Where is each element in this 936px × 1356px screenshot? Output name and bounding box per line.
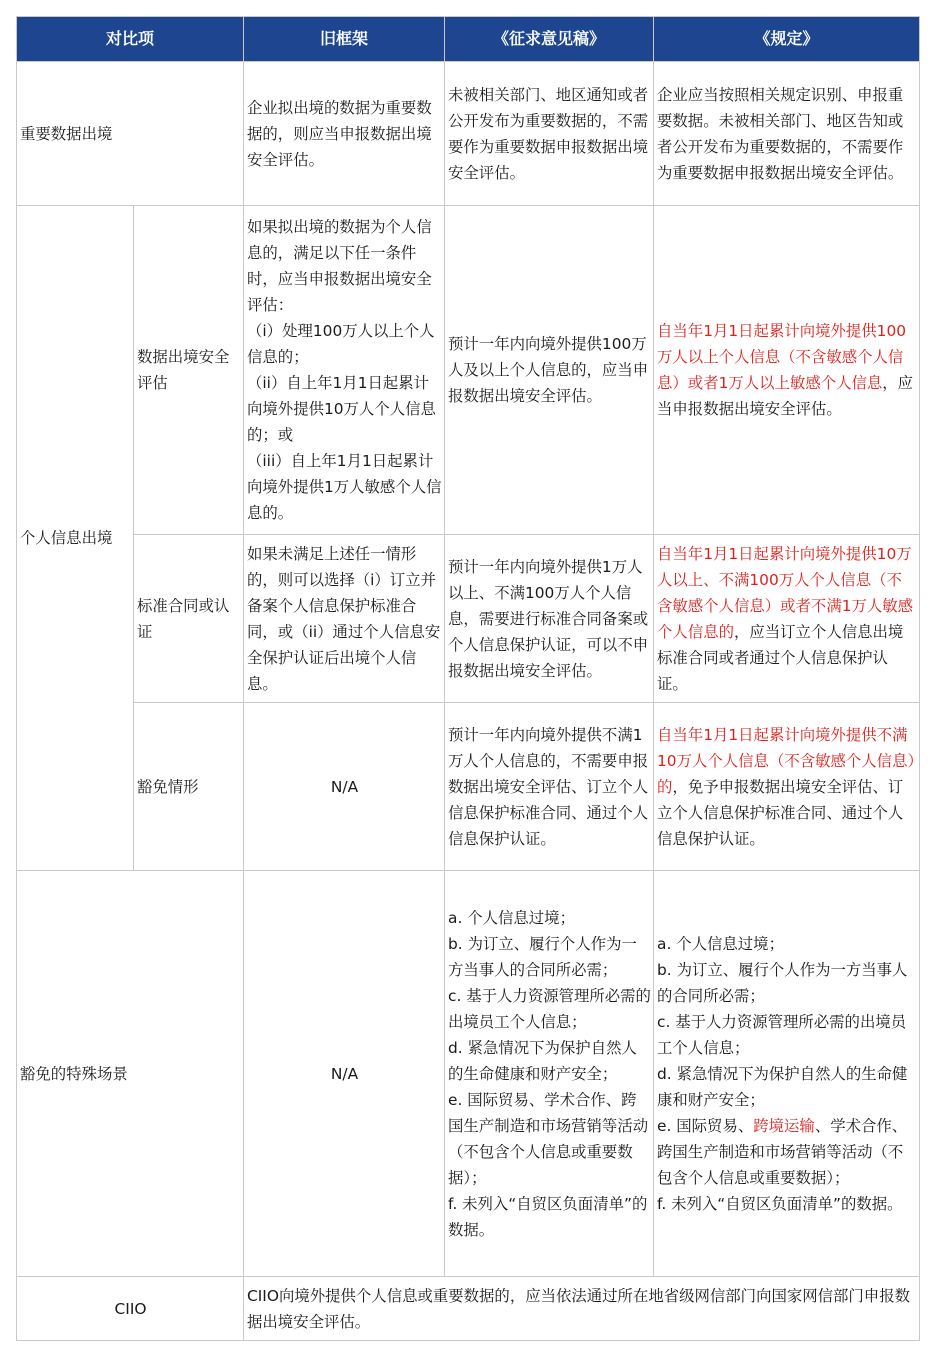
old-condition-iii: （iii）自上年1月1日起累计向境外提供1万人敏感个人信息的。 [247, 452, 442, 522]
draft-item-e: e. 国际贸易、学术合作、跨国生产制造和市场营销等活动（不包含个人信息或重要数据）； [448, 1090, 649, 1187]
rule-item-c: c. 基于人力资源管理所必需的出境员工个人信息； [657, 1012, 907, 1057]
comparison-table [16, 16, 920, 1341]
standard-contract-old: 如果未满足上述任一情形的，则可以选择（i）订立并备案个人信息保护标准合同，或（ii）通过个人信息安全保护认证后出境个人信息。 [244, 535, 445, 703]
security-assessment-old [244, 206, 445, 535]
highlight-text: 跨境运输 [753, 1116, 815, 1135]
exemption-rule [654, 703, 920, 871]
header-comparison-item: 对比项 [17, 17, 244, 62]
exemption-draft: 预计一年内向境外提供不满1万人个人信息的，不需要申报数据出境安全评估、订立个人信息保护标准合同、通过个人信息保护认证。 [445, 703, 654, 871]
old-condition-i: （i）处理100万人以上个人信息的； [247, 322, 435, 366]
special-scenarios-draft [445, 871, 654, 1277]
highlight-text: 自当年1月1日起累计向境外提供不满10万人个人信息（不含敏感个人信息）的 [657, 725, 916, 796]
ciio-label: CIIO [17, 1277, 244, 1341]
rule-item-e [657, 1113, 917, 1191]
important-data-old: 企业拟出境的数据为重要数据的，则应当申报数据出境安全评估。 [244, 62, 445, 206]
draft-item-f: f. 未列入“自贸区负面清单”的数据。 [448, 1194, 648, 1239]
rule-item-a: a. 个人信息过境； [657, 934, 784, 953]
rule-text: ，应当申报数据出境安全评估。 [657, 374, 914, 418]
row-security-assessment [17, 206, 920, 535]
important-data-rule: 企业应当按照相关规定识别、申报重要数据。未被相关部门、地区告知或者公开发布为重要数据的，不需要作为重要数据申报数据出境安全评估。 [654, 62, 920, 206]
personal-info-label: 个人信息出境 [17, 206, 134, 871]
draft-item-d: d. 紧急情况下为保护自然人的生命健康和财产安全； [448, 1038, 637, 1083]
standard-contract-label: 标准合同或认证 [134, 535, 244, 703]
draft-item-b: b. 为订立、履行个人作为一方当事人的合同所必需； [448, 934, 637, 979]
old-condition-ii: （ii）自上年1月1日起累计向境外提供10万人个人信息的；或 [247, 374, 436, 444]
row-exemption [17, 703, 920, 871]
header-draft: 《征求意见稿》 [445, 17, 654, 62]
ciio-text: CIIO向境外提供个人信息或重要数据的，应当依法通过所在地省级网信部门向国家网信部门申报数据出境安全评估。 [244, 1277, 920, 1341]
row-special-scenarios [17, 871, 920, 1277]
draft-item-a: a. 个人信息过境； [448, 908, 575, 927]
security-assessment-rule [654, 206, 920, 535]
security-assessment-label: 数据出境安全评估 [134, 206, 244, 535]
special-scenarios-rule [654, 871, 920, 1277]
exemption-old: N/A [244, 703, 445, 871]
standard-contract-rule [654, 535, 920, 703]
rule-text: ，应当订立个人信息出境标准合同或者通过个人信息保护认证。 [657, 622, 904, 693]
rule-item-e-end: 、学术合作、跨国生产制造和市场营销等活动（不包含个人信息或重要数据）； [657, 1116, 908, 1187]
header-row [17, 17, 920, 62]
row-standard-contract [17, 535, 920, 703]
rule-text: ，免予申报数据出境安全评估、订立个人信息保护标准合同、通过个人信息保护认证。 [657, 777, 904, 848]
exemption-label: 豁免情形 [134, 703, 244, 871]
row-ciio [17, 1277, 920, 1341]
rule-item-f: f. 未列入“自贸区负面清单”的数据。 [657, 1194, 903, 1213]
security-assessment-draft: 预计一年内向境外提供100万人及以上个人信息的，应当申报数据出境安全评估。 [445, 206, 654, 535]
old-condition-intro: 如果拟出境的数据为个人信息的，满足以下任一条件时，应当申报数据出境安全评估： [247, 218, 432, 314]
highlight-text: 自当年1月1日起累计向境外提供10万人以上、不满100万人个人信息（不含敏感个人信息）或者不满1万人敏感个人信息的 [657, 544, 914, 641]
header-old-framework: 旧框架 [244, 17, 445, 62]
special-scenarios-label: 豁免的特殊场景 [17, 871, 244, 1277]
rule-item-b: b. 为订立、履行个人作为一方当事人的合同所必需； [657, 960, 908, 1005]
important-data-draft: 未被相关部门、地区通知或者公开发布为重要数据的，不需要作为重要数据申报数据出境安全评估。 [445, 62, 654, 206]
rule-item-e-start: e. 国际贸易、 [657, 1116, 754, 1135]
special-scenarios-old: N/A [244, 871, 445, 1277]
row-important-data [17, 62, 920, 206]
header-regulation: 《规定》 [654, 17, 920, 62]
draft-item-c: c. 基于人力资源管理所必需的出境员工个人信息； [448, 986, 651, 1031]
rule-item-d: d. 紧急情况下为保护自然人的生命健康和财产安全； [657, 1064, 908, 1109]
standard-contract-draft: 预计一年内向境外提供1万人以上、不满100万人个人信息，需要进行标准合同备案或个人信息保护认证，可以不申报数据出境安全评估。 [445, 535, 654, 703]
important-data-label: 重要数据出境 [17, 62, 244, 206]
highlight-text: 自当年1月1日起累计向境外提供100万人以上个人信息（不含敏感个人信息）或者1万人以上敏感个人信息 [657, 322, 907, 392]
